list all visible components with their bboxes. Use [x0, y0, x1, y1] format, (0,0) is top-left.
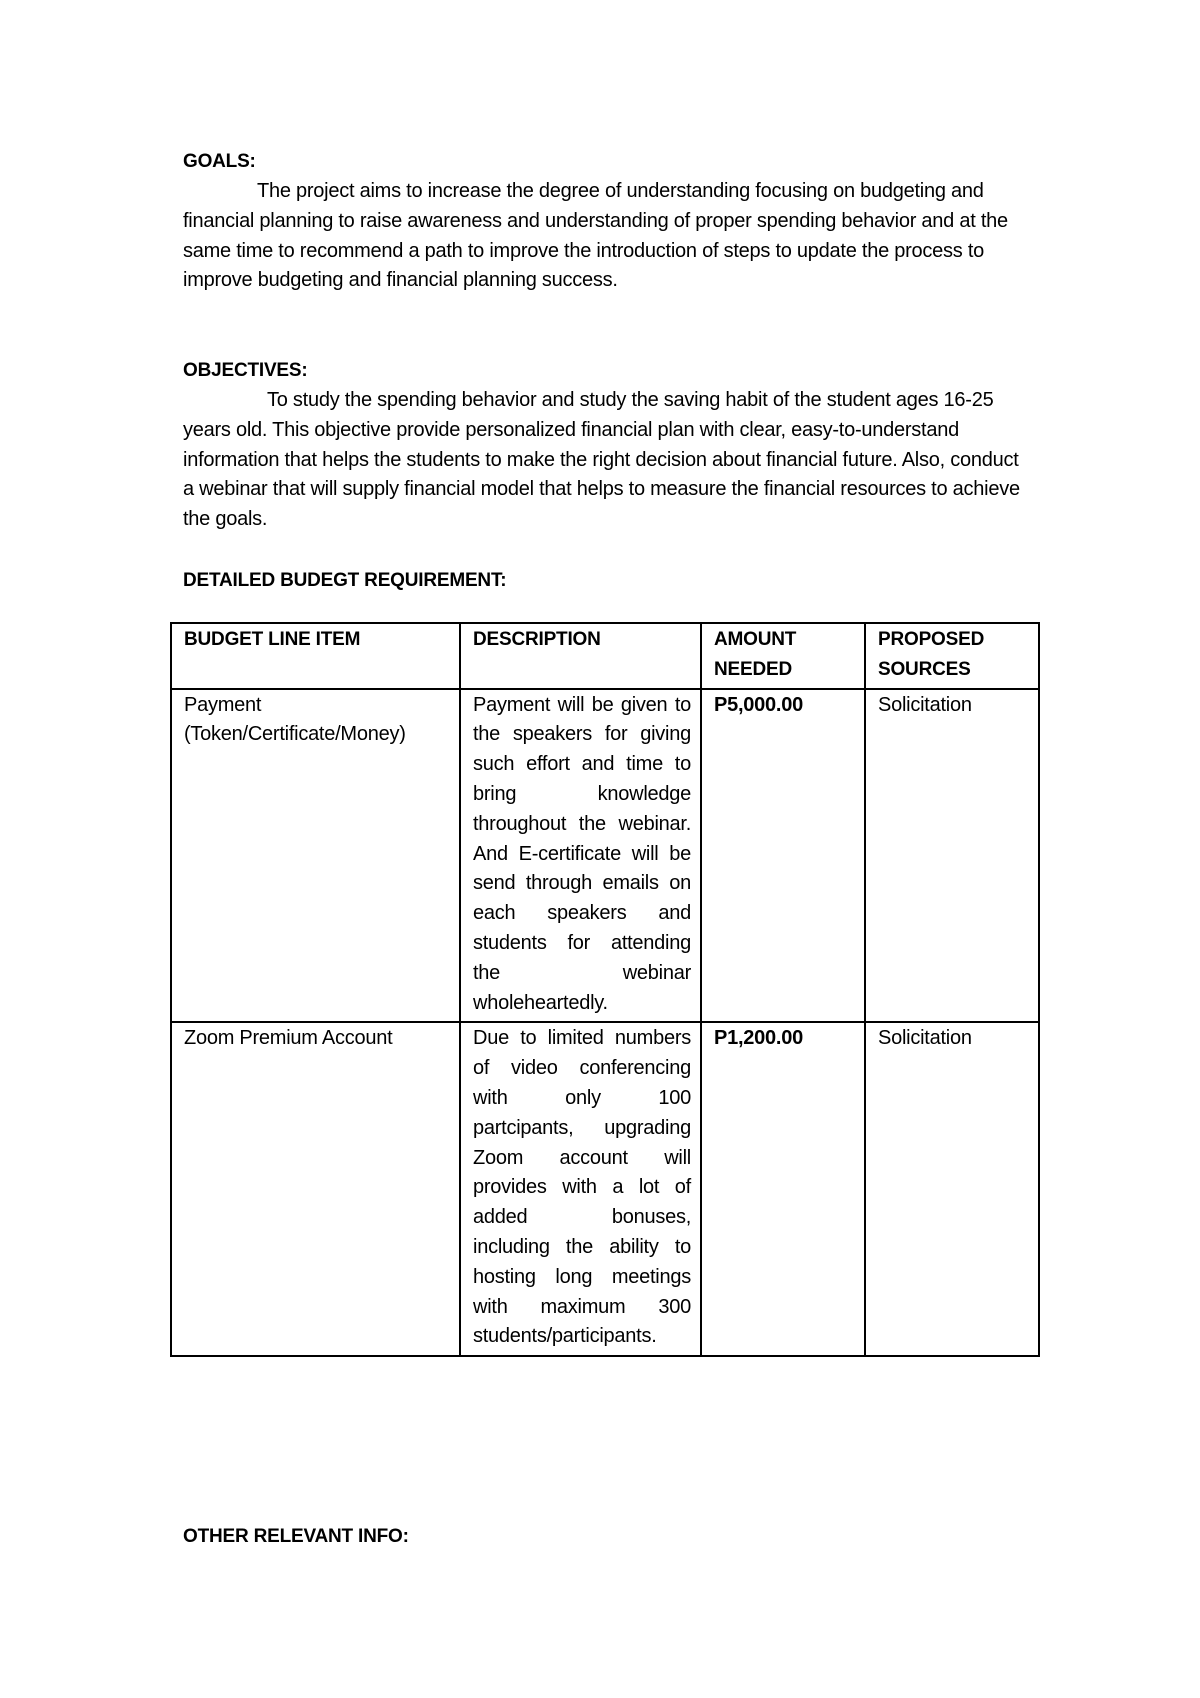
source-cell: Solicitation: [865, 689, 1039, 1023]
source-cell: Solicitation: [865, 1022, 1039, 1356]
amount-cell: P5,000.00: [701, 689, 865, 1023]
line-item-cell: Payment (Token/Certificate/Money): [171, 689, 460, 1023]
goals-text: The project aims to increase the degree of understanding focusing on budgeting and financial planning to raise awareness and understanding of proper spending behavior and at the same time to recommend a path to improve the introduction of steps to update the process to improve budgeting and financial planning success.: [183, 180, 1008, 292]
description-cell: Payment will be given to the speakers for giving such effort and time to bring knowledge throughout the webinar. And E-certificate will be send through emails on each speakers and students for attending the webinar wholeheartedly.: [460, 689, 701, 1023]
goals-heading: GOALS:: [183, 151, 256, 172]
table-header-row: [171, 623, 1039, 689]
column-header-amount: AMOUNT NEEDED: [701, 623, 865, 689]
budget-heading: DETAILED BUDEGT REQUIREMENT:: [183, 570, 507, 591]
objectives-text: To study the spending behavior and study the saving habit of the student ages 16-25 years old. This objective provide personalized financial plan with clear, easy-to-understand information that helps the students to make the right decision about financial future. Also, conduct a webinar that will supply financial model that helps to measure the financial resources to achieve the goals.: [183, 389, 1020, 531]
column-header-description: DESCRIPTION: [460, 623, 701, 689]
column-header-line-item: BUDGET LINE ITEM: [171, 623, 460, 689]
line-item-cell: Zoom Premium Account: [171, 1022, 460, 1356]
other-info-heading: OTHER RELEVANT INFO:: [183, 1526, 409, 1547]
column-header-sources: PROPOSED SOURCES: [865, 623, 1039, 689]
table-row: [171, 689, 1039, 1023]
budget-table: [170, 622, 1040, 1357]
objectives-heading: OBJECTIVES:: [183, 360, 308, 381]
description-cell: Due to limited numbers of video conferencing with only 100 partcipants, upgrading Zoom account will provides with a lot of added bonuses, including the ability to hosting long meetings with maximum 300 students/participants.: [460, 1022, 701, 1356]
table-row: [171, 1022, 1039, 1356]
amount-cell: P1,200.00: [701, 1022, 865, 1356]
